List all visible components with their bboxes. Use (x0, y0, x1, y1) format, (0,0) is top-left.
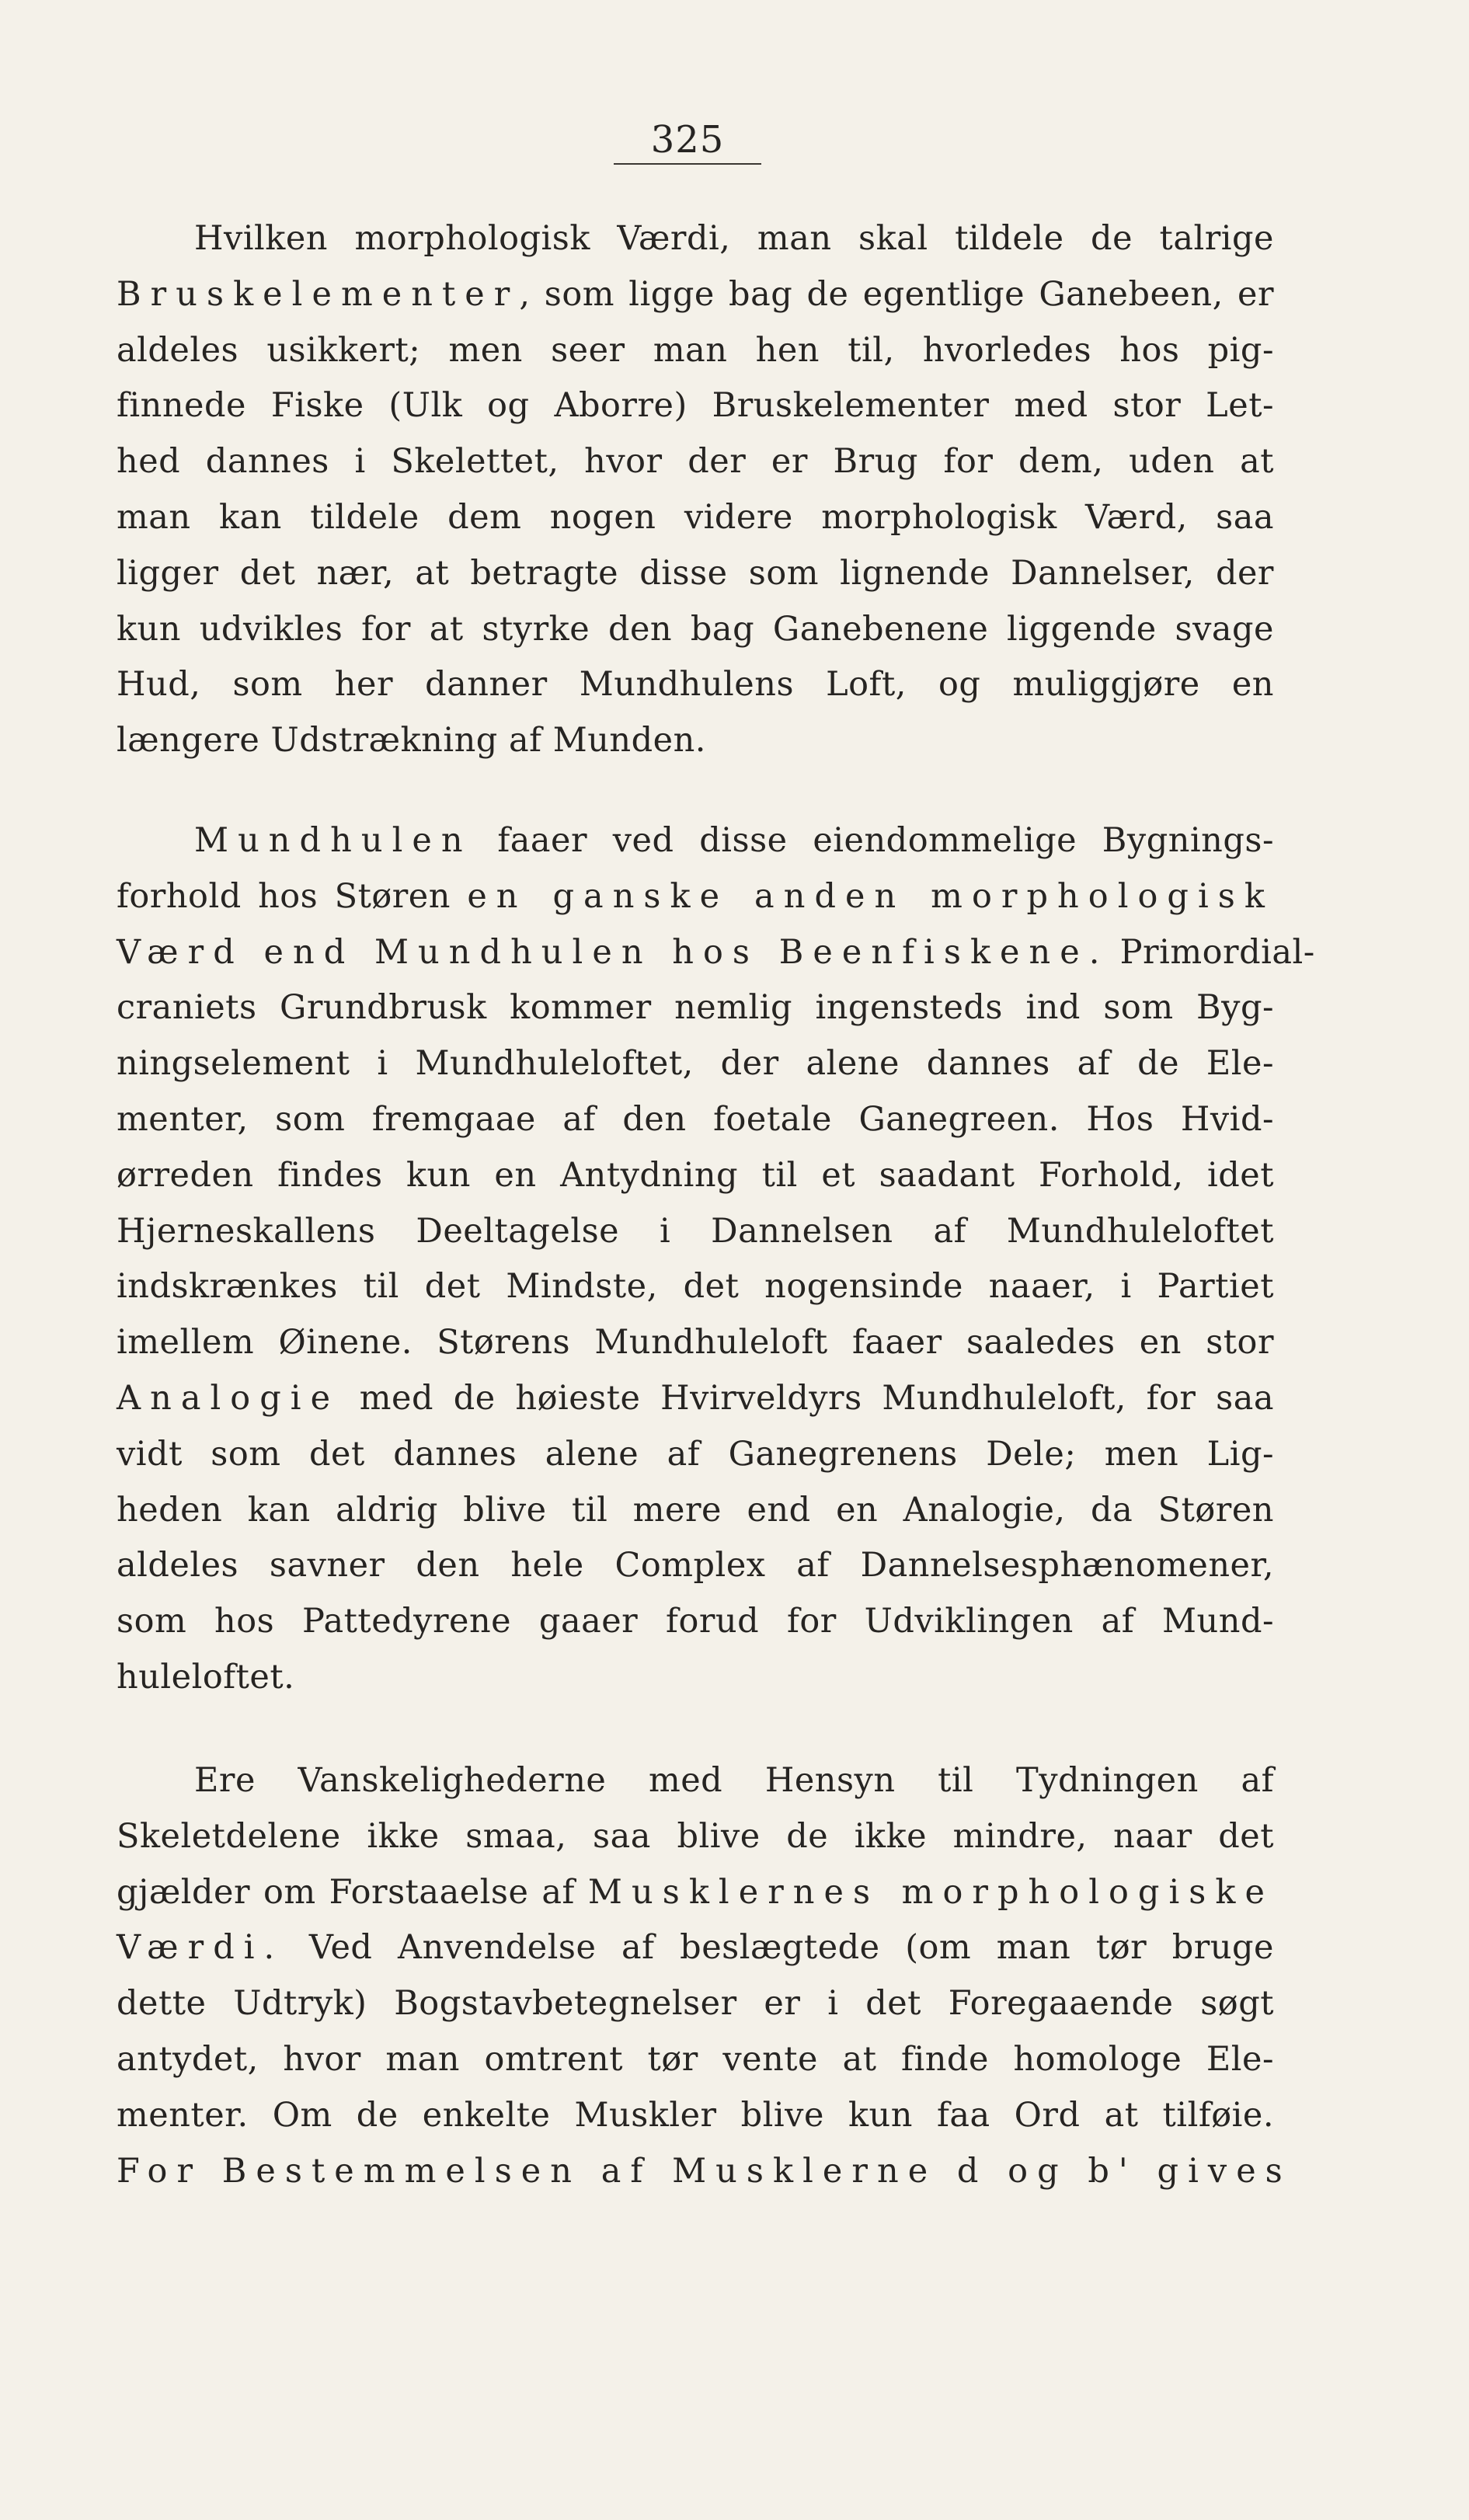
text-run: craniets Grundbrusk kommer nemlig ingensteds ind som Byg- (117, 988, 1274, 1028)
text-line (117, 1919, 1274, 1976)
text-line (117, 1648, 1274, 1706)
text-run: antydet, hvor man omtrent tør vente at finde homologe Ele- (117, 2040, 1274, 2079)
text-run: heden kan aldrig blive til mere end en Analogie, da Støren (117, 1490, 1274, 1530)
spaced-text: Mundhulen (194, 821, 472, 860)
text-run: aldeles savner den hele Complex af Dannelsesphænomener, (117, 1546, 1274, 1585)
spaced-text: Bruskelementer (117, 274, 520, 314)
text-run: Hvilken morphologisk Værdi, man skal tildele de talrige (194, 219, 1274, 258)
text-run: Primordial- (1109, 932, 1315, 972)
text-run: dette Udtryk) Bogstavbetegnelser er i det Foregaaende søgt (117, 1984, 1274, 2024)
text-run: finnede Fiske (Ulk og Aborre) Bruskelementer med stor Let- (117, 386, 1274, 426)
text-line (117, 2087, 1274, 2144)
text-line (117, 377, 1274, 434)
text-line (117, 545, 1274, 602)
text-line (117, 1203, 1274, 1260)
text-line (117, 1314, 1274, 1371)
text-run: ningselement i Mundhuleloftet, der alene dannes af de Ele- (117, 1044, 1274, 1084)
text-run: imellem Øinene. Størens Mundhuleloft faaer saaledes en stor (117, 1323, 1274, 1363)
text-run: ligger det nær, at betragte disse som lignende Dannelser, der (117, 553, 1274, 593)
spaced-text: Værd end Mundhulen hos Beenfiskene. (117, 932, 1109, 972)
text-line (117, 1425, 1274, 1483)
text-run: menter. Om de enkelte Muskler blive kun faa Ord at tilføie. (117, 2095, 1274, 2135)
text-line (117, 924, 1315, 981)
text-run: vidt som det dannes alene af Ganegrenens Dele; men Lig- (117, 1434, 1274, 1474)
text-line (117, 2142, 1292, 2200)
text-line (117, 600, 1274, 658)
text-line (117, 1091, 1274, 1148)
text-line (117, 979, 1274, 1036)
text-run: Ved Anvendelse af beslægtede (om man tør bruge (284, 1928, 1274, 1968)
text-line (194, 210, 1274, 267)
text-line (117, 489, 1274, 546)
text-run: Ere Vanskelighederne med Hensyn til Tydningen af (194, 1761, 1274, 1800)
text-run: Hud, som her danner Mundhulens Loft, og muliggjøre en (117, 665, 1274, 705)
text-line (117, 1592, 1274, 1650)
text-line (194, 812, 1274, 869)
text-line (117, 1864, 1274, 1921)
text-line (117, 1975, 1274, 2032)
text-line (194, 1752, 1274, 1809)
text-line (117, 868, 1274, 925)
spaced-text: Musklernes morphologiske (587, 1872, 1274, 1912)
text-run: hed dannes i Skelettet, hvor der er Brug for dem, uden at (117, 442, 1274, 482)
text-run: indskrænkes til det Mindste, det nogensinde naaer, i Partiet (117, 1267, 1274, 1307)
text-run: ørreden findes kun en Antydning til et saadant Forhold, idet (117, 1155, 1274, 1195)
text-run: menter, som fremgaae af den foetale Ganegreen. Hos Hvid- (117, 1100, 1274, 1139)
spaced-text: Analogie (117, 1379, 340, 1418)
text-run: som hos Pattedyrene gaaer forud for Udviklingen af Mund- (117, 1602, 1274, 1641)
text-run: forhold hos Støren (117, 876, 468, 916)
text-line (117, 656, 1274, 713)
spaced-text: Værdi. (117, 1928, 284, 1968)
text-run: med de høieste Hvirveldyrs Mundhuleloft, for saa (339, 1379, 1274, 1418)
text-run: kun udvikles for at styrke den bag Ganebenene liggende svage (117, 609, 1274, 649)
text-run: aldeles usikkert; men seer man hen til, hvorledes hos pig- (117, 330, 1274, 370)
text-line (117, 433, 1274, 490)
page-number: 325 (614, 117, 761, 165)
text-line (117, 1537, 1274, 1594)
text-run: længere Udstrækning af Munden. (117, 721, 706, 761)
text-line (117, 1481, 1274, 1539)
text-line (117, 322, 1274, 379)
text-run: huleloftet. (117, 1658, 295, 1697)
text-line (117, 1808, 1274, 1865)
text-run: Hjerneskallens Deeltagelse i Dannelsen af Mundhuleloftet (117, 1211, 1274, 1251)
text-run: Skeletdelene ikke smaa, saa blive de ikke mindre, naar det (117, 1816, 1274, 1856)
text-line (117, 2031, 1274, 2088)
text-run: gjælder om Forstaaelse af (117, 1872, 588, 1912)
text-line (117, 1370, 1274, 1427)
text-run: faaer ved disse eiendommelige Bygnings- (472, 821, 1274, 860)
spaced-text: en ganske anden morphologisk (467, 876, 1274, 916)
text-run: man kan tildele dem nogen videre morphologisk Værd, saa (117, 498, 1274, 537)
text-line (117, 712, 1274, 769)
spaced-text: For Bestemmelsen af Musklerne d og b' gives (117, 2151, 1292, 2191)
text-line (117, 1258, 1274, 1315)
text-line (117, 1035, 1274, 1092)
text-line (117, 266, 1274, 323)
text-line (117, 1147, 1274, 1204)
text-run: , som ligge bag de egentlige Ganebeen, er (519, 274, 1274, 314)
